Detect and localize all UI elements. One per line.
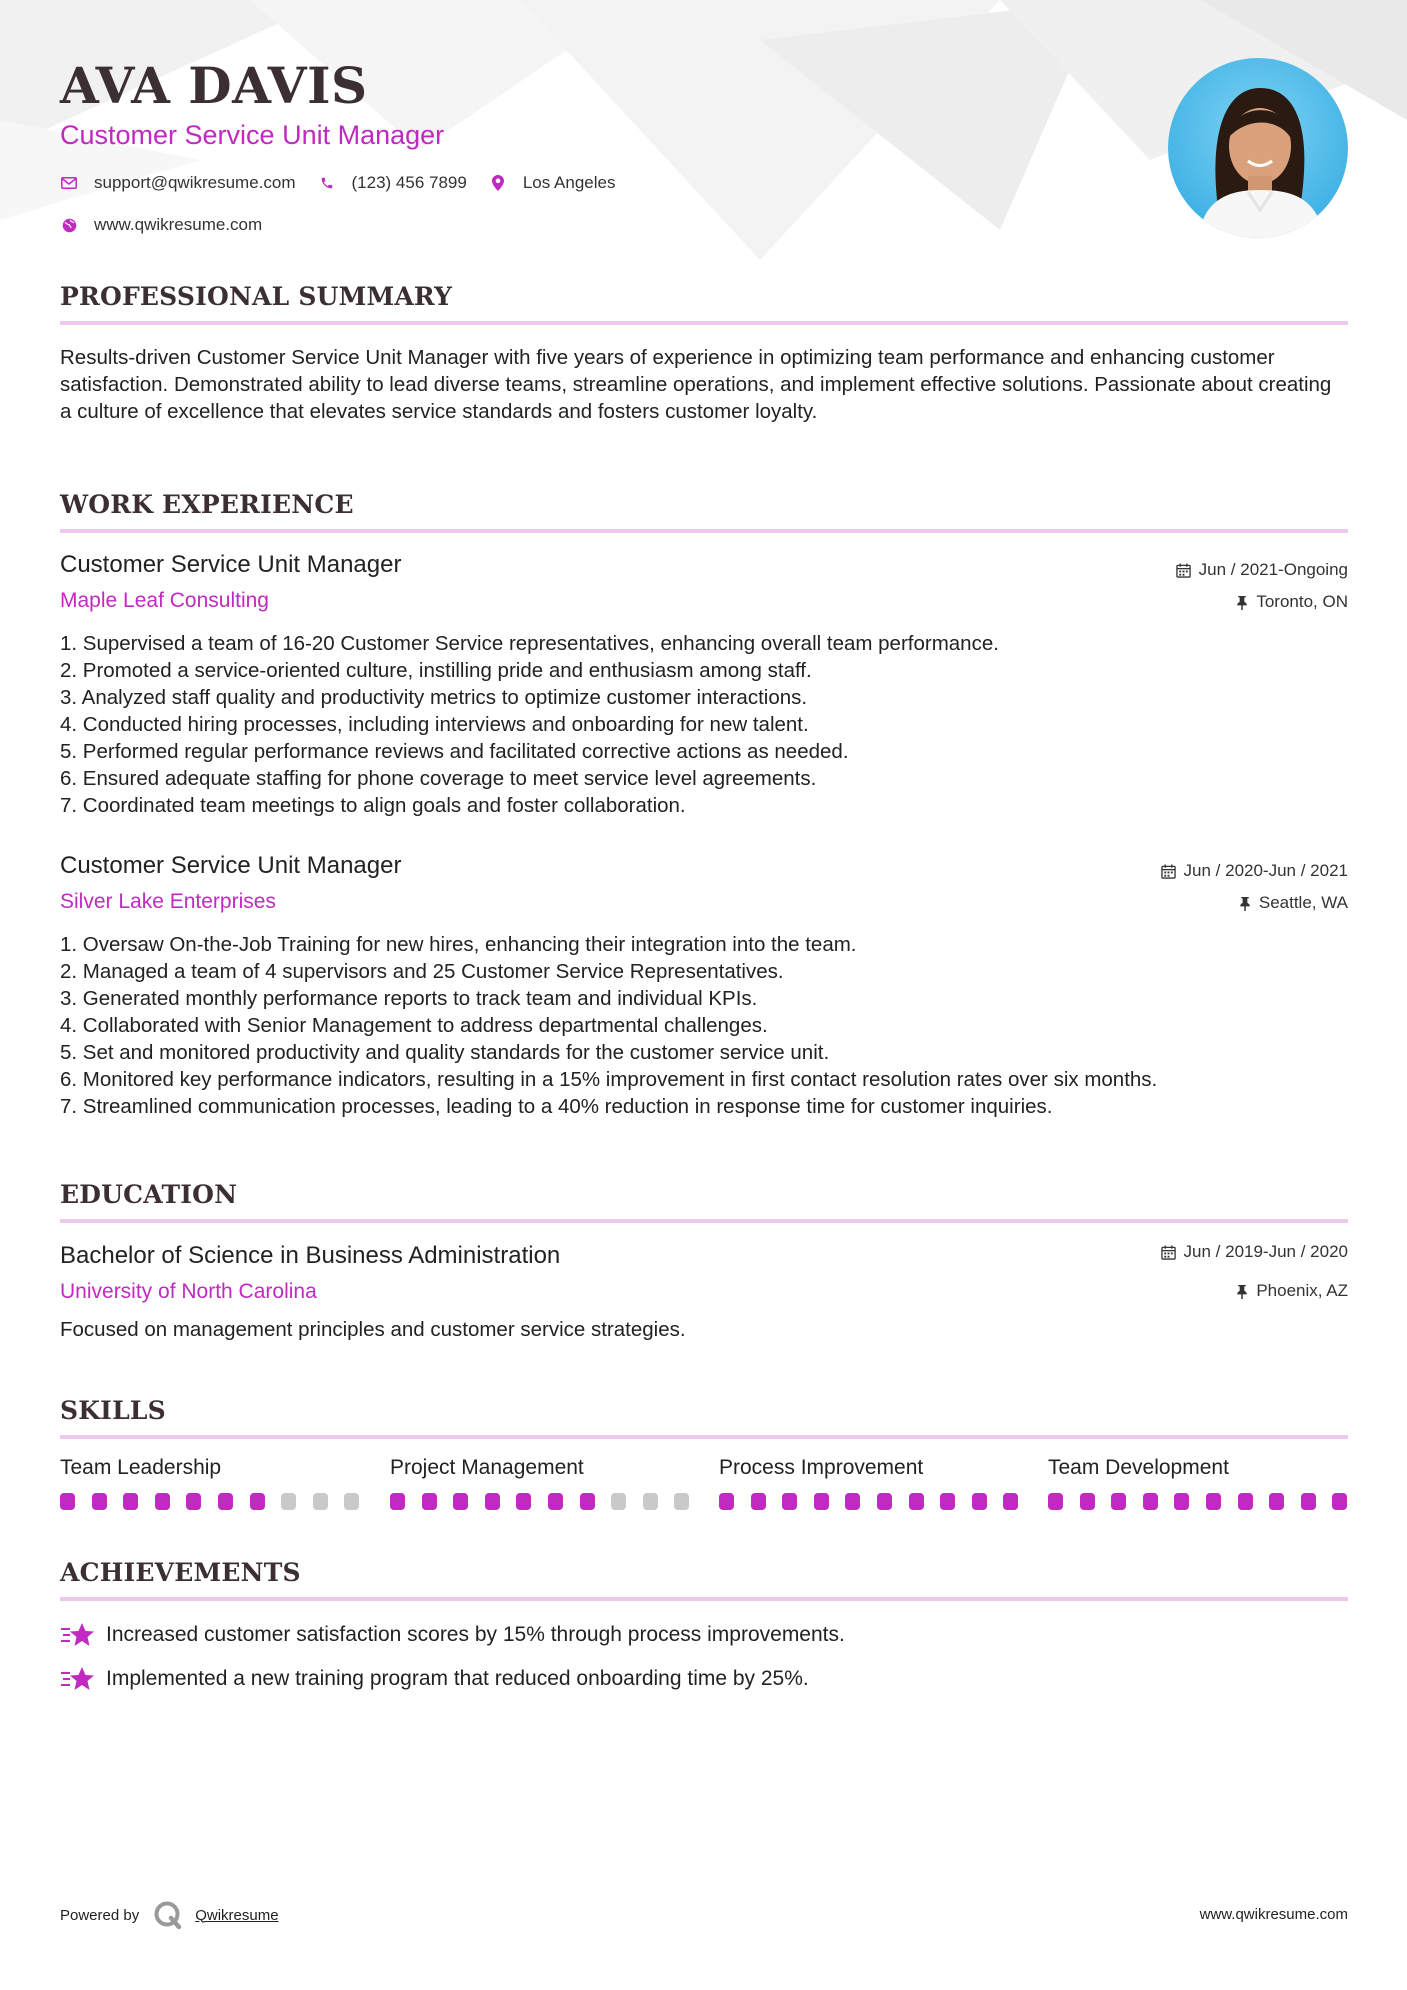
- rating-dot-filled: [751, 1493, 766, 1510]
- summary-heading: PROFESSIONAL SUMMARY: [60, 282, 453, 311]
- location-pin-icon: [489, 174, 507, 192]
- rating-dot-filled: [155, 1493, 170, 1510]
- list-item: 4. Conducted hiring processes, including interviews and onboarding for new talent.: [60, 713, 809, 736]
- list-item: 5. Set and monitored productivity and quality standards for the customer service unit.: [60, 1041, 830, 1064]
- rating-dot-filled: [218, 1493, 233, 1510]
- rating-dot-filled: [814, 1493, 829, 1510]
- rating-dot-filled: [60, 1493, 75, 1510]
- list-item: 5. Performed regular performance reviews and facilitated corrective actions as needed.: [60, 740, 849, 763]
- skill-name: Process Improvement: [719, 1456, 924, 1479]
- rating-dot-filled: [1080, 1493, 1095, 1510]
- education-dates: [1161, 1242, 1348, 1262]
- list-item: 1. Oversaw On-the-Job Training for new hires, enhancing their integration into the team.: [60, 933, 857, 956]
- rating-dot-empty: [611, 1493, 626, 1510]
- job-2-location-text: Seattle, WA: [1258, 893, 1348, 912]
- website-link[interactable]: www.qwikresume.com: [94, 215, 263, 234]
- section-divider: [60, 1219, 1348, 1223]
- rating-dot-empty: [674, 1493, 689, 1510]
- job-1-responsibilities: [60, 630, 1360, 819]
- rating-dot-filled: [390, 1493, 405, 1510]
- rating-dot-empty: [313, 1493, 328, 1510]
- job-1-title: Customer Service Unit Manager: [60, 551, 402, 578]
- skill-rating: [390, 1493, 706, 1510]
- rating-dot-filled: [548, 1493, 563, 1510]
- skill-name: Team Development: [1048, 1456, 1229, 1479]
- skill-item: [1048, 1456, 1348, 1480]
- job-2-responsibilities: [60, 931, 1360, 1120]
- rating-dot-filled: [719, 1493, 734, 1510]
- achievement-item: [60, 1664, 809, 1694]
- list-item: 2. Promoted a service-oriented culture, instilling pride and enthusiasm among staff.: [60, 659, 812, 682]
- job-1-location: [1236, 592, 1348, 612]
- rating-dot-filled: [1206, 1493, 1221, 1510]
- rating-dot-filled: [186, 1493, 201, 1510]
- rating-dot-filled: [845, 1493, 860, 1510]
- star-icon: [60, 1664, 94, 1694]
- qwikresume-link[interactable]: Qwikresume: [195, 1906, 279, 1924]
- skill-rating: [1048, 1493, 1364, 1510]
- education-location-text: Phoenix, AZ: [1256, 1281, 1348, 1300]
- skill-item: [390, 1456, 690, 1480]
- rating-dot-empty: [281, 1493, 296, 1510]
- list-item: 4. Collaborated with Senior Management to address departmental challenges.: [60, 1014, 768, 1037]
- summary-text: Results-driven Customer Service Unit Manager with five years of experience in optimizing team performance and enhancing customer satisfaction. Demonstrated ability to lead diverse teams, streamline operations, and implement effective solutions. Passionate about creating a culture of excellence that elevates service standards and fosters customer loyalty.: [60, 346, 1332, 423]
- rating-dot-filled: [453, 1493, 468, 1510]
- list-item: 6. Monitored key performance indicators, resulting in a 15% improvement in first contact resolution rates over six months.: [60, 1068, 1158, 1091]
- calendar-icon: [1176, 563, 1191, 578]
- rating-dot-empty: [643, 1493, 658, 1510]
- job-2-title: Customer Service Unit Manager: [60, 852, 402, 879]
- list-item: 7. Coordinated team meetings to align goals and foster collaboration.: [60, 794, 686, 817]
- candidate-name: AVA DAVIS: [60, 56, 368, 115]
- rating-dot-filled: [1301, 1493, 1316, 1510]
- location-text: Los Angeles: [522, 173, 616, 192]
- achievement-text: Implemented a new training program that reduced onboarding time by 25%.: [106, 1667, 809, 1690]
- skill-rating: [60, 1493, 376, 1510]
- education-date-text: Jun / 2019-Jun / 2020: [1183, 1242, 1348, 1261]
- rating-dot-filled: [909, 1493, 924, 1510]
- job-2-date-text: Jun / 2020-Jun / 2021: [1183, 861, 1348, 880]
- education-heading: EDUCATION: [60, 1180, 238, 1209]
- section-divider: [60, 1435, 1348, 1439]
- rating-dot-filled: [1332, 1493, 1347, 1510]
- rating-dot-empty: [344, 1493, 359, 1510]
- list-item: 6. Ensured adequate staffing for phone coverage to meet service level agreements.: [60, 767, 817, 790]
- list-item: 3. Generated monthly performance reports to track team and individual KPIs.: [60, 987, 758, 1010]
- rating-dot-filled: [877, 1493, 892, 1510]
- rating-dot-filled: [580, 1493, 595, 1510]
- skills-heading: SKILLS: [60, 1396, 166, 1425]
- rating-dot-filled: [1048, 1493, 1063, 1510]
- rating-dot-filled: [1143, 1493, 1158, 1510]
- achievement-item: [60, 1620, 845, 1650]
- section-divider: [60, 1597, 1348, 1601]
- rating-dot-filled: [516, 1493, 531, 1510]
- job-title: Customer Service Unit Manager: [60, 120, 445, 150]
- experience-heading: WORK EXPERIENCE: [60, 490, 354, 519]
- website-row: [60, 215, 284, 235]
- school-name: University of North Carolina: [60, 1280, 317, 1303]
- achievements-heading: ACHIEVEMENTS: [60, 1558, 301, 1587]
- list-item: 3. Analyzed staff quality and productivity metrics to optimize customer interactions.: [60, 686, 808, 709]
- job-2-company: Silver Lake Enterprises: [60, 890, 276, 913]
- rating-dot-filled: [1269, 1493, 1284, 1510]
- job-2-dates: [1161, 861, 1348, 881]
- rating-dot-filled: [1111, 1493, 1126, 1510]
- rating-dot-filled: [940, 1493, 955, 1510]
- skill-rating: [719, 1493, 1035, 1510]
- pushpin-icon: [1236, 1284, 1248, 1299]
- calendar-icon: [1161, 1245, 1176, 1260]
- job-2-location: [1239, 893, 1348, 913]
- email-link[interactable]: support@qwikresume.com: [94, 173, 296, 192]
- contact-row: [60, 173, 637, 193]
- list-item: 7. Streamlined communication processes, leading to a 40% reduction in response time for customer inquiries.: [60, 1095, 1053, 1118]
- skill-item: [60, 1456, 360, 1480]
- skill-name: Team Leadership: [60, 1456, 222, 1479]
- rating-dot-filled: [92, 1493, 107, 1510]
- skill-name: Project Management: [390, 1456, 584, 1479]
- rating-dot-filled: [782, 1493, 797, 1510]
- phone-number[interactable]: (123) 456 7899: [351, 173, 467, 192]
- achievement-text: Increased customer satisfaction scores by 15% through process improvements.: [106, 1623, 845, 1646]
- rating-dot-filled: [1174, 1493, 1189, 1510]
- skill-item: [719, 1456, 1019, 1480]
- rating-dot-filled: [422, 1493, 437, 1510]
- job-1-date-text: Jun / 2021-Ongoing: [1198, 560, 1348, 579]
- powered-by-label: Powered by: [60, 1906, 140, 1924]
- section-divider: [60, 529, 1348, 533]
- job-1-company: Maple Leaf Consulting: [60, 589, 269, 612]
- phone-icon: [318, 174, 336, 192]
- rating-dot-filled: [972, 1493, 987, 1510]
- education-location: [1236, 1281, 1348, 1301]
- pushpin-icon: [1239, 896, 1251, 911]
- section-divider: [60, 321, 1348, 325]
- rating-dot-filled: [123, 1493, 138, 1510]
- footer-website-link[interactable]: www.qwikresume.com: [1199, 1906, 1348, 1923]
- degree-title: Bachelor of Science in Business Administration: [60, 1242, 561, 1269]
- qwikresume-logo-icon: [153, 1900, 183, 1930]
- pushpin-icon: [1236, 595, 1248, 610]
- job-1-location-text: Toronto, ON: [1256, 592, 1348, 611]
- rating-dot-filled: [250, 1493, 265, 1510]
- list-item: 2. Managed a team of 4 supervisors and 25 Customer Service Representatives.: [60, 960, 784, 983]
- mail-icon: [60, 174, 78, 192]
- profile-photo: [1168, 58, 1348, 238]
- education-description: Focused on management principles and customer service strategies.: [60, 1318, 686, 1341]
- star-icon: [60, 1620, 94, 1650]
- rating-dot-filled: [485, 1493, 500, 1510]
- rating-dot-filled: [1238, 1493, 1253, 1510]
- globe-icon: [60, 216, 78, 234]
- calendar-icon: [1161, 864, 1176, 879]
- rating-dot-filled: [1003, 1493, 1018, 1510]
- job-1-dates: [1176, 560, 1348, 580]
- list-item: 1. Supervised a team of 16-20 Customer Service representatives, enhancing overall team performance.: [60, 632, 999, 655]
- footer-branding: [60, 1900, 279, 1930]
